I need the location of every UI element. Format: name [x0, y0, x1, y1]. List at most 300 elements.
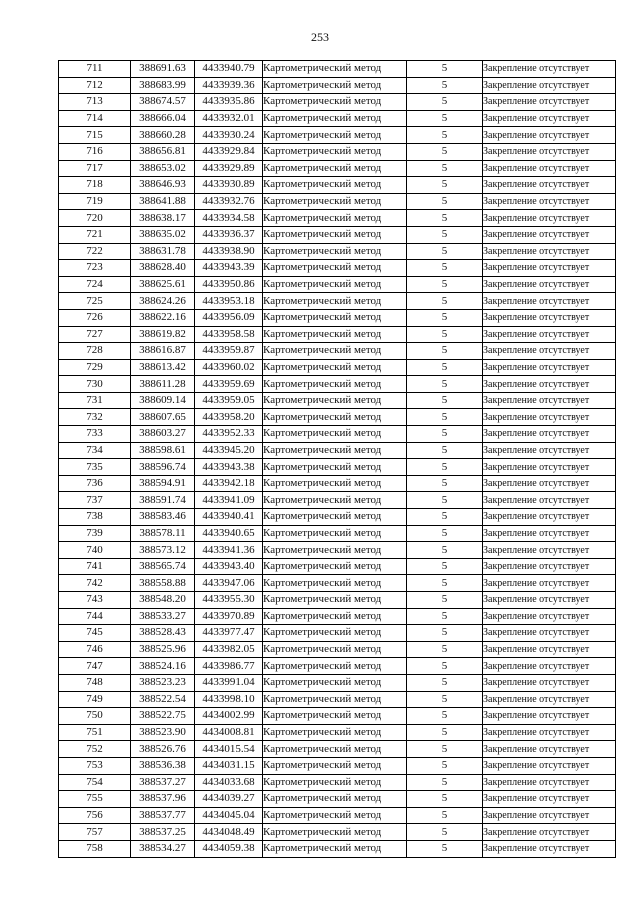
method-cell: Картометрический метод — [263, 757, 407, 774]
accuracy-cell: 5 — [407, 724, 483, 741]
point-number-cell: 750 — [59, 708, 131, 725]
point-number-cell: 732 — [59, 409, 131, 426]
method-cell: Картометрический метод — [263, 774, 407, 791]
accuracy-cell: 5 — [407, 807, 483, 824]
y-coordinate-cell: 4433941.09 — [195, 492, 263, 509]
x-coordinate-cell: 388628.40 — [131, 260, 195, 277]
y-coordinate-cell: 4433958.58 — [195, 326, 263, 343]
accuracy-cell: 5 — [407, 641, 483, 658]
x-coordinate-cell: 388656.81 — [131, 143, 195, 160]
method-cell: Картометрический метод — [263, 326, 407, 343]
method-cell: Картометрический метод — [263, 177, 407, 194]
point-number-cell: 741 — [59, 558, 131, 575]
point-number-cell: 730 — [59, 376, 131, 393]
x-coordinate-cell: 388523.23 — [131, 674, 195, 691]
fixing-description-cell: Закрепление отсутствует — [483, 226, 616, 243]
fixing-description-cell: Закрепление отсутствует — [483, 94, 616, 111]
fixing-description-cell: Закрепление отсутствует — [483, 575, 616, 592]
table-row — [59, 210, 616, 227]
fixing-description-cell: Закрепление отсутствует — [483, 160, 616, 177]
table-row — [59, 243, 616, 260]
method-cell: Картометрический метод — [263, 210, 407, 227]
method-cell: Картометрический метод — [263, 376, 407, 393]
point-number-cell: 711 — [59, 61, 131, 78]
point-number-cell: 722 — [59, 243, 131, 260]
accuracy-cell: 5 — [407, 558, 483, 575]
table-row — [59, 509, 616, 526]
x-coordinate-cell: 388631.78 — [131, 243, 195, 260]
table-row — [59, 392, 616, 409]
x-coordinate-cell: 388691.63 — [131, 61, 195, 78]
method-cell: Картометрический метод — [263, 575, 407, 592]
table-row — [59, 326, 616, 343]
method-cell: Картометрический метод — [263, 442, 407, 459]
method-cell: Картометрический метод — [263, 309, 407, 326]
x-coordinate-cell: 388528.43 — [131, 625, 195, 642]
x-coordinate-cell: 388638.17 — [131, 210, 195, 227]
x-coordinate-cell: 388537.27 — [131, 774, 195, 791]
x-coordinate-cell: 388594.91 — [131, 475, 195, 492]
y-coordinate-cell: 4433959.87 — [195, 343, 263, 360]
point-number-cell: 743 — [59, 592, 131, 609]
table-row — [59, 475, 616, 492]
table-row — [59, 492, 616, 509]
point-number-cell: 746 — [59, 641, 131, 658]
x-coordinate-cell: 388522.54 — [131, 691, 195, 708]
x-coordinate-cell: 388598.61 — [131, 442, 195, 459]
fixing-description-cell: Закрепление отсутствует — [483, 193, 616, 210]
fixing-description-cell: Закрепление отсутствует — [483, 210, 616, 227]
y-coordinate-cell: 4433943.39 — [195, 260, 263, 277]
point-number-cell: 733 — [59, 426, 131, 443]
method-cell: Картометрический метод — [263, 674, 407, 691]
method-cell: Картометрический метод — [263, 193, 407, 210]
table-row — [59, 376, 616, 393]
point-number-cell: 744 — [59, 608, 131, 625]
y-coordinate-cell: 4433932.76 — [195, 193, 263, 210]
accuracy-cell: 5 — [407, 94, 483, 111]
x-coordinate-cell: 388635.02 — [131, 226, 195, 243]
point-number-cell: 712 — [59, 77, 131, 94]
table-row — [59, 791, 616, 808]
method-cell: Картометрический метод — [263, 542, 407, 559]
point-number-cell: 720 — [59, 210, 131, 227]
accuracy-cell: 5 — [407, 143, 483, 160]
y-coordinate-cell: 4434015.54 — [195, 741, 263, 758]
x-coordinate-cell: 388523.90 — [131, 724, 195, 741]
method-cell: Картометрический метод — [263, 509, 407, 526]
table-row — [59, 658, 616, 675]
fixing-description-cell: Закрепление отсутствует — [483, 243, 616, 260]
method-cell: Картометрический метод — [263, 475, 407, 492]
table-row — [59, 94, 616, 111]
method-cell: Картометрический метод — [263, 608, 407, 625]
coordinates-table — [58, 60, 616, 858]
table-row — [59, 160, 616, 177]
method-cell: Картометрический метод — [263, 558, 407, 575]
y-coordinate-cell: 4434048.49 — [195, 824, 263, 841]
fixing-description-cell: Закрепление отсутствует — [483, 475, 616, 492]
x-coordinate-cell: 388653.02 — [131, 160, 195, 177]
x-coordinate-cell: 388616.87 — [131, 343, 195, 360]
y-coordinate-cell: 4434039.27 — [195, 791, 263, 808]
x-coordinate-cell: 388537.77 — [131, 807, 195, 824]
y-coordinate-cell: 4433932.01 — [195, 110, 263, 127]
coordinates-table-body — [59, 61, 616, 858]
y-coordinate-cell: 4433940.41 — [195, 509, 263, 526]
accuracy-cell: 5 — [407, 376, 483, 393]
fixing-description-cell: Закрепление отсутствует — [483, 807, 616, 824]
point-number-cell: 753 — [59, 757, 131, 774]
point-number-cell: 749 — [59, 691, 131, 708]
table-row — [59, 807, 616, 824]
x-coordinate-cell: 388536.38 — [131, 757, 195, 774]
accuracy-cell: 5 — [407, 127, 483, 144]
y-coordinate-cell: 4433956.09 — [195, 309, 263, 326]
fixing-description-cell: Закрепление отсутствует — [483, 309, 616, 326]
x-coordinate-cell: 388526.76 — [131, 741, 195, 758]
accuracy-cell: 5 — [407, 177, 483, 194]
method-cell: Картометрический метод — [263, 641, 407, 658]
table-row — [59, 260, 616, 277]
table-row — [59, 193, 616, 210]
fixing-description-cell: Закрепление отсутствует — [483, 343, 616, 360]
x-coordinate-cell: 388674.57 — [131, 94, 195, 111]
accuracy-cell: 5 — [407, 525, 483, 542]
table-row — [59, 674, 616, 691]
table-row — [59, 61, 616, 78]
accuracy-cell: 5 — [407, 691, 483, 708]
x-coordinate-cell: 388625.61 — [131, 276, 195, 293]
point-number-cell: 724 — [59, 276, 131, 293]
method-cell: Картометрический метод — [263, 525, 407, 542]
fixing-description-cell: Закрепление отсутствует — [483, 276, 616, 293]
table-row — [59, 608, 616, 625]
y-coordinate-cell: 4434045.04 — [195, 807, 263, 824]
point-number-cell: 756 — [59, 807, 131, 824]
accuracy-cell: 5 — [407, 592, 483, 609]
y-coordinate-cell: 4433938.90 — [195, 243, 263, 260]
fixing-description-cell: Закрепление отсутствует — [483, 110, 616, 127]
accuracy-cell: 5 — [407, 509, 483, 526]
table-row — [59, 309, 616, 326]
table-row — [59, 525, 616, 542]
fixing-description-cell: Закрепление отсутствует — [483, 757, 616, 774]
y-coordinate-cell: 4433977.47 — [195, 625, 263, 642]
method-cell: Картометрический метод — [263, 807, 407, 824]
fixing-description-cell: Закрепление отсутствует — [483, 359, 616, 376]
y-coordinate-cell: 4433930.89 — [195, 177, 263, 194]
accuracy-cell: 5 — [407, 326, 483, 343]
point-number-cell: 758 — [59, 840, 131, 857]
accuracy-cell: 5 — [407, 608, 483, 625]
x-coordinate-cell: 388596.74 — [131, 459, 195, 476]
accuracy-cell: 5 — [407, 774, 483, 791]
point-number-cell: 721 — [59, 226, 131, 243]
method-cell: Картометрический метод — [263, 691, 407, 708]
table-row — [59, 542, 616, 559]
x-coordinate-cell: 388583.46 — [131, 509, 195, 526]
y-coordinate-cell: 4434033.68 — [195, 774, 263, 791]
x-coordinate-cell: 388591.74 — [131, 492, 195, 509]
y-coordinate-cell: 4433929.89 — [195, 160, 263, 177]
y-coordinate-cell: 4433940.65 — [195, 525, 263, 542]
fixing-description-cell: Закрепление отсутствует — [483, 708, 616, 725]
table-row — [59, 409, 616, 426]
accuracy-cell: 5 — [407, 674, 483, 691]
accuracy-cell: 5 — [407, 625, 483, 642]
y-coordinate-cell: 4433952.33 — [195, 426, 263, 443]
method-cell: Картометрический метод — [263, 276, 407, 293]
accuracy-cell: 5 — [407, 392, 483, 409]
accuracy-cell: 5 — [407, 309, 483, 326]
table-row — [59, 757, 616, 774]
accuracy-cell: 5 — [407, 110, 483, 127]
method-cell: Картометрический метод — [263, 293, 407, 310]
table-row — [59, 143, 616, 160]
x-coordinate-cell: 388609.14 — [131, 392, 195, 409]
fixing-description-cell: Закрепление отсутствует — [483, 791, 616, 808]
method-cell: Картометрический метод — [263, 708, 407, 725]
y-coordinate-cell: 4433998.10 — [195, 691, 263, 708]
method-cell: Картометрический метод — [263, 127, 407, 144]
table-row — [59, 824, 616, 841]
y-coordinate-cell: 4433930.24 — [195, 127, 263, 144]
table-row — [59, 359, 616, 376]
fixing-description-cell: Закрепление отсутствует — [483, 459, 616, 476]
point-number-cell: 726 — [59, 309, 131, 326]
method-cell: Картометрический метод — [263, 77, 407, 94]
x-coordinate-cell: 388524.16 — [131, 658, 195, 675]
y-coordinate-cell: 4433950.86 — [195, 276, 263, 293]
x-coordinate-cell: 388525.96 — [131, 641, 195, 658]
accuracy-cell: 5 — [407, 61, 483, 78]
table-row — [59, 708, 616, 725]
y-coordinate-cell: 4433959.69 — [195, 376, 263, 393]
method-cell: Картометрический метод — [263, 392, 407, 409]
y-coordinate-cell: 4433940.79 — [195, 61, 263, 78]
table-row — [59, 691, 616, 708]
y-coordinate-cell: 4433958.20 — [195, 409, 263, 426]
fixing-description-cell: Закрепление отсутствует — [483, 492, 616, 509]
x-coordinate-cell: 388573.12 — [131, 542, 195, 559]
y-coordinate-cell: 4433991.04 — [195, 674, 263, 691]
y-coordinate-cell: 4433960.02 — [195, 359, 263, 376]
fixing-description-cell: Закрепление отсутствует — [483, 840, 616, 857]
fixing-description-cell: Закрепление отсутствует — [483, 260, 616, 277]
accuracy-cell: 5 — [407, 226, 483, 243]
y-coordinate-cell: 4433935.86 — [195, 94, 263, 111]
accuracy-cell: 5 — [407, 658, 483, 675]
method-cell: Картометрический метод — [263, 492, 407, 509]
y-coordinate-cell: 4434008.81 — [195, 724, 263, 741]
x-coordinate-cell: 388619.82 — [131, 326, 195, 343]
fixing-description-cell: Закрепление отсутствует — [483, 824, 616, 841]
method-cell: Картометрический метод — [263, 110, 407, 127]
point-number-cell: 739 — [59, 525, 131, 542]
accuracy-cell: 5 — [407, 409, 483, 426]
x-coordinate-cell: 388624.26 — [131, 293, 195, 310]
method-cell: Картометрический метод — [263, 61, 407, 78]
point-number-cell: 716 — [59, 143, 131, 160]
y-coordinate-cell: 4434002.99 — [195, 708, 263, 725]
accuracy-cell: 5 — [407, 542, 483, 559]
fixing-description-cell: Закрепление отсутствует — [483, 525, 616, 542]
x-coordinate-cell: 388622.16 — [131, 309, 195, 326]
fixing-description-cell: Закрепление отсутствует — [483, 392, 616, 409]
point-number-cell: 754 — [59, 774, 131, 791]
table-row — [59, 426, 616, 443]
point-number-cell: 747 — [59, 658, 131, 675]
y-coordinate-cell: 4433941.36 — [195, 542, 263, 559]
method-cell: Картометрический метод — [263, 824, 407, 841]
point-number-cell: 737 — [59, 492, 131, 509]
table-row — [59, 110, 616, 127]
x-coordinate-cell: 388548.20 — [131, 592, 195, 609]
x-coordinate-cell: 388522.75 — [131, 708, 195, 725]
method-cell: Картометрический метод — [263, 409, 407, 426]
accuracy-cell: 5 — [407, 459, 483, 476]
y-coordinate-cell: 4433955.30 — [195, 592, 263, 609]
x-coordinate-cell: 388666.04 — [131, 110, 195, 127]
method-cell: Картометрический метод — [263, 840, 407, 857]
x-coordinate-cell: 388660.28 — [131, 127, 195, 144]
x-coordinate-cell: 388533.27 — [131, 608, 195, 625]
point-number-cell: 738 — [59, 509, 131, 526]
point-number-cell: 719 — [59, 193, 131, 210]
page-number: 253 — [311, 30, 329, 44]
x-coordinate-cell: 388646.93 — [131, 177, 195, 194]
fixing-description-cell: Закрепление отсутствует — [483, 326, 616, 343]
fixing-description-cell: Закрепление отсутствует — [483, 741, 616, 758]
point-number-cell: 755 — [59, 791, 131, 808]
accuracy-cell: 5 — [407, 741, 483, 758]
fixing-description-cell: Закрепление отсутствует — [483, 658, 616, 675]
accuracy-cell: 5 — [407, 260, 483, 277]
x-coordinate-cell: 388611.28 — [131, 376, 195, 393]
point-number-cell: 728 — [59, 343, 131, 360]
table-row — [59, 575, 616, 592]
point-number-cell: 714 — [59, 110, 131, 127]
accuracy-cell: 5 — [407, 210, 483, 227]
method-cell: Картометрический метод — [263, 791, 407, 808]
accuracy-cell: 5 — [407, 708, 483, 725]
point-number-cell: 734 — [59, 442, 131, 459]
fixing-description-cell: Закрепление отсутствует — [483, 127, 616, 144]
y-coordinate-cell: 4433943.40 — [195, 558, 263, 575]
method-cell: Картометрический метод — [263, 243, 407, 260]
method-cell: Картометрический метод — [263, 143, 407, 160]
method-cell: Картометрический метод — [263, 592, 407, 609]
method-cell: Картометрический метод — [263, 741, 407, 758]
accuracy-cell: 5 — [407, 475, 483, 492]
accuracy-cell: 5 — [407, 77, 483, 94]
x-coordinate-cell: 388607.65 — [131, 409, 195, 426]
y-coordinate-cell: 4433982.05 — [195, 641, 263, 658]
fixing-description-cell: Закрепление отсутствует — [483, 558, 616, 575]
point-number-cell: 752 — [59, 741, 131, 758]
table-row — [59, 343, 616, 360]
fixing-description-cell: Закрепление отсутствует — [483, 409, 616, 426]
accuracy-cell: 5 — [407, 343, 483, 360]
x-coordinate-cell: 388534.27 — [131, 840, 195, 857]
fixing-description-cell: Закрепление отсутствует — [483, 724, 616, 741]
point-number-cell: 748 — [59, 674, 131, 691]
x-coordinate-cell: 388603.27 — [131, 426, 195, 443]
method-cell: Картометрический метод — [263, 724, 407, 741]
y-coordinate-cell: 4433934.58 — [195, 210, 263, 227]
x-coordinate-cell: 388537.96 — [131, 791, 195, 808]
point-number-cell: 723 — [59, 260, 131, 277]
method-cell: Картометрический метод — [263, 459, 407, 476]
point-number-cell: 717 — [59, 160, 131, 177]
fixing-description-cell: Закрепление отсутствует — [483, 376, 616, 393]
point-number-cell: 725 — [59, 293, 131, 310]
fixing-description-cell: Закрепление отсутствует — [483, 77, 616, 94]
y-coordinate-cell: 4433953.18 — [195, 293, 263, 310]
method-cell: Картометрический метод — [263, 94, 407, 111]
accuracy-cell: 5 — [407, 492, 483, 509]
method-cell: Картометрический метод — [263, 226, 407, 243]
x-coordinate-cell: 388683.99 — [131, 77, 195, 94]
accuracy-cell: 5 — [407, 442, 483, 459]
fixing-description-cell: Закрепление отсутствует — [483, 61, 616, 78]
y-coordinate-cell: 4433929.84 — [195, 143, 263, 160]
table-row — [59, 177, 616, 194]
method-cell: Картометрический метод — [263, 260, 407, 277]
table-row — [59, 459, 616, 476]
table-row — [59, 724, 616, 741]
accuracy-cell: 5 — [407, 426, 483, 443]
point-number-cell: 731 — [59, 392, 131, 409]
y-coordinate-cell: 4434059.38 — [195, 840, 263, 857]
fixing-description-cell: Закрепление отсутствует — [483, 608, 616, 625]
y-coordinate-cell: 4433936.37 — [195, 226, 263, 243]
table-row — [59, 774, 616, 791]
point-number-cell: 735 — [59, 459, 131, 476]
point-number-cell: 729 — [59, 359, 131, 376]
accuracy-cell: 5 — [407, 791, 483, 808]
method-cell: Картометрический метод — [263, 625, 407, 642]
y-coordinate-cell: 4433970.89 — [195, 608, 263, 625]
point-number-cell: 745 — [59, 625, 131, 642]
y-coordinate-cell: 4433939.36 — [195, 77, 263, 94]
x-coordinate-cell: 388537.25 — [131, 824, 195, 841]
x-coordinate-cell: 388641.88 — [131, 193, 195, 210]
point-number-cell: 715 — [59, 127, 131, 144]
fixing-description-cell: Закрепление отсутствует — [483, 641, 616, 658]
fixing-description-cell: Закрепление отсутствует — [483, 674, 616, 691]
table-row — [59, 442, 616, 459]
accuracy-cell: 5 — [407, 359, 483, 376]
method-cell: Картометрический метод — [263, 658, 407, 675]
y-coordinate-cell: 4434031.15 — [195, 757, 263, 774]
method-cell: Картометрический метод — [263, 160, 407, 177]
fixing-description-cell: Закрепление отсутствует — [483, 143, 616, 160]
point-number-cell: 713 — [59, 94, 131, 111]
accuracy-cell: 5 — [407, 193, 483, 210]
fixing-description-cell: Закрепление отсутствует — [483, 509, 616, 526]
point-number-cell: 757 — [59, 824, 131, 841]
x-coordinate-cell: 388613.42 — [131, 359, 195, 376]
accuracy-cell: 5 — [407, 840, 483, 857]
accuracy-cell: 5 — [407, 757, 483, 774]
table-row — [59, 77, 616, 94]
accuracy-cell: 5 — [407, 160, 483, 177]
fixing-description-cell: Закрепление отсутствует — [483, 293, 616, 310]
fixing-description-cell: Закрепление отсутствует — [483, 542, 616, 559]
x-coordinate-cell: 388578.11 — [131, 525, 195, 542]
